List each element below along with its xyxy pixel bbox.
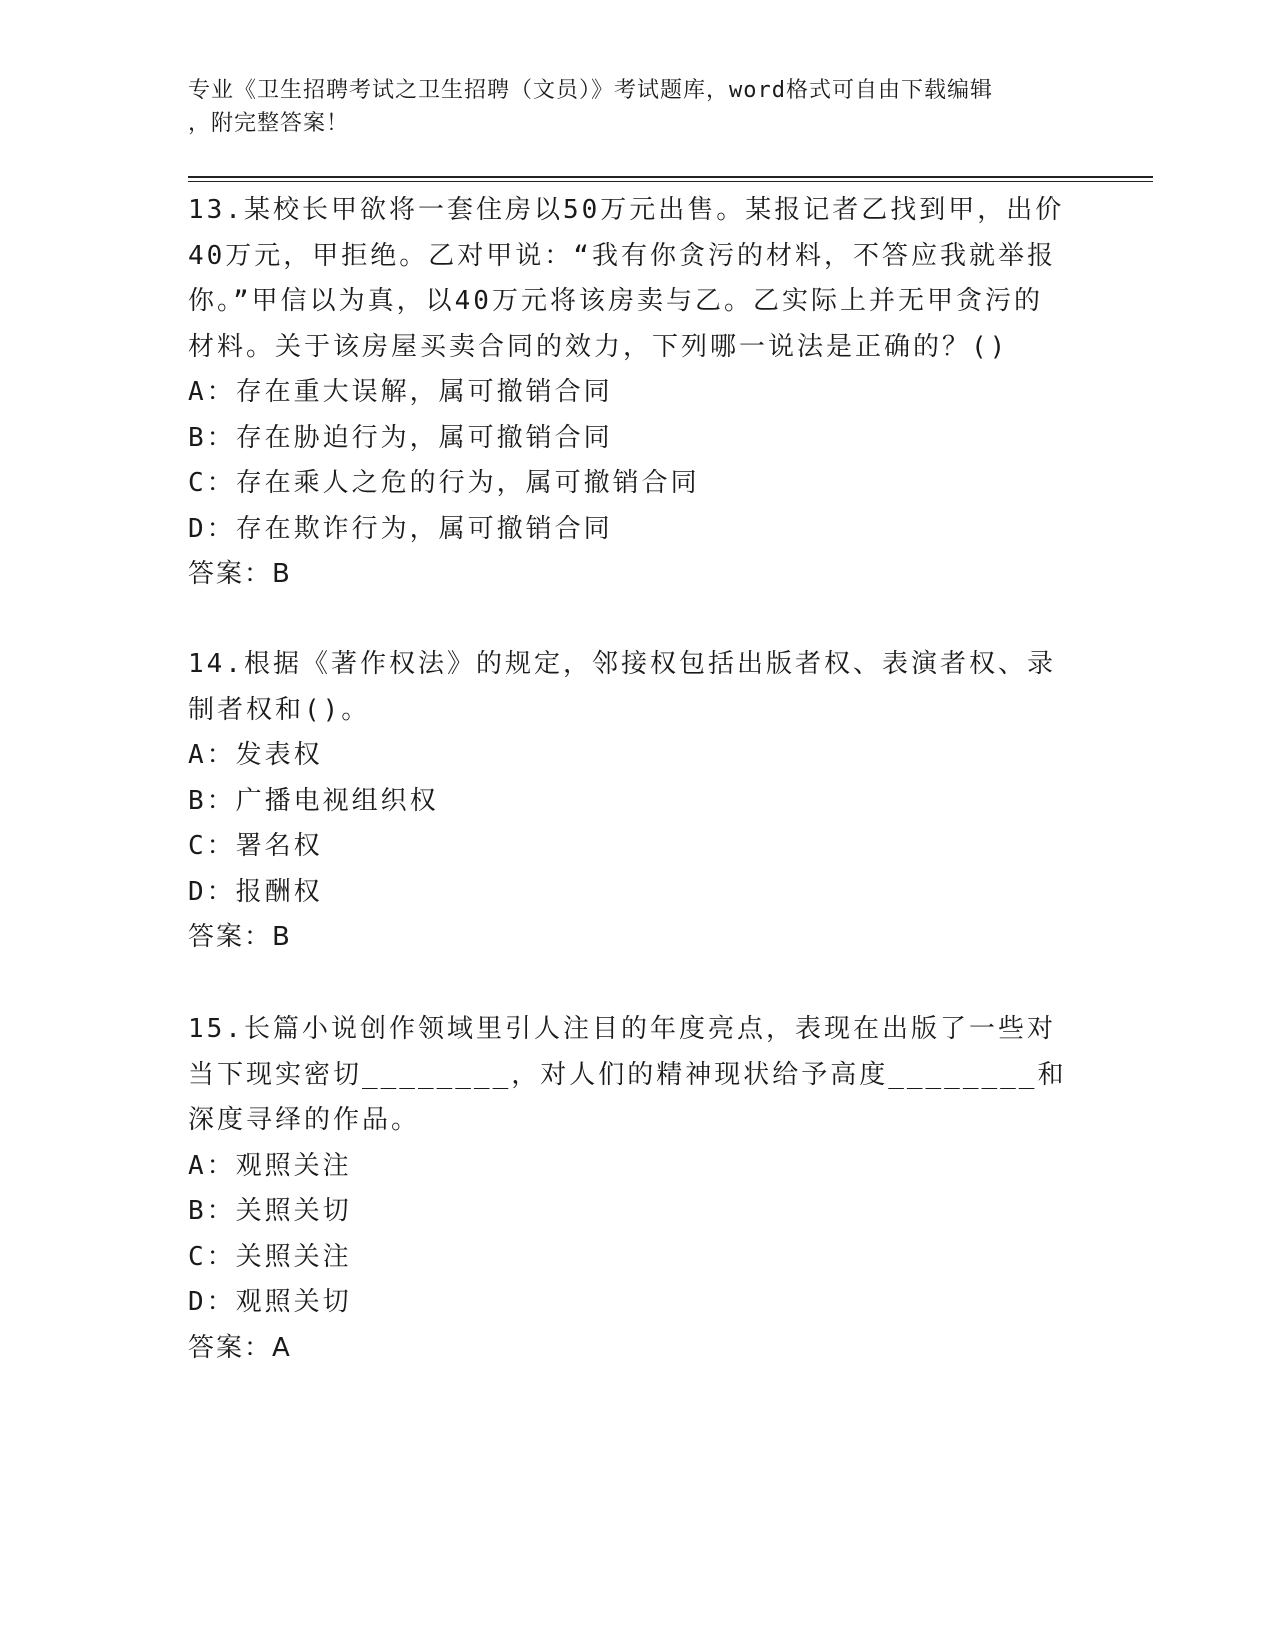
question-text: 14.根据《著作权法》的规定，邻接权包括出版者权、表演者权、录制者权和()。: [188, 649, 1056, 725]
answer-line: 答案：A: [188, 1332, 292, 1363]
option-c: C：署名权: [188, 831, 323, 861]
answer-line: 答案：B: [188, 559, 292, 589]
document-header: [188, 74, 1068, 140]
question-15: [188, 1007, 1068, 1371]
option-a: A：存在重大误解，属可撤销合同: [188, 377, 613, 407]
question-14: [188, 642, 1068, 961]
option-b: B：关照关切: [188, 1196, 352, 1226]
option-c: C：存在乘人之危的行为，属可撤销合同: [188, 468, 700, 498]
answer-line: 答案：B: [188, 922, 292, 952]
option-a: A：观照关注: [188, 1150, 352, 1181]
header-divider-thin: [188, 181, 1153, 182]
option-a: A：发表权: [188, 740, 323, 770]
option-b: B：存在胁迫行为，属可撤销合同: [188, 422, 613, 453]
option-d: D：观照关切: [188, 1287, 352, 1317]
option-d: D：存在欺诈行为，属可撤销合同: [188, 513, 613, 544]
option-c: C：关照关注: [188, 1241, 352, 1272]
option-b: B：广播电视组织权: [188, 785, 439, 816]
question-text: 13.某校长甲欲将一套住房以50万元出售。某报记者乙找到甲，出价40万元，甲拒绝。乙对甲说：“我有你贪污的材料，不答应我就举报你。”甲信以为真，以40万元将该房卖与乙。乙实际上并无甲贪污的材料。关于该房屋买卖合同的效力，下列哪一说法是正确的？(): [188, 195, 1065, 362]
question-13: [188, 188, 1068, 598]
header-divider-thick: [188, 176, 1153, 178]
question-text: 15.长篇小说创作领域里引人注目的年度亮点，表现在出版了一些对当下现实密切________，对人们的精神现状给予高度________和深度寻绎的作品。: [188, 1014, 1067, 1135]
header-line-1: 专业《卫生招聘考试之卫生招聘（文员）》考试题库，word格式可自由下载编辑: [188, 78, 993, 103]
header-line-2: ，附完整答案！: [188, 111, 350, 136]
option-d: D：报酬权: [188, 876, 323, 907]
